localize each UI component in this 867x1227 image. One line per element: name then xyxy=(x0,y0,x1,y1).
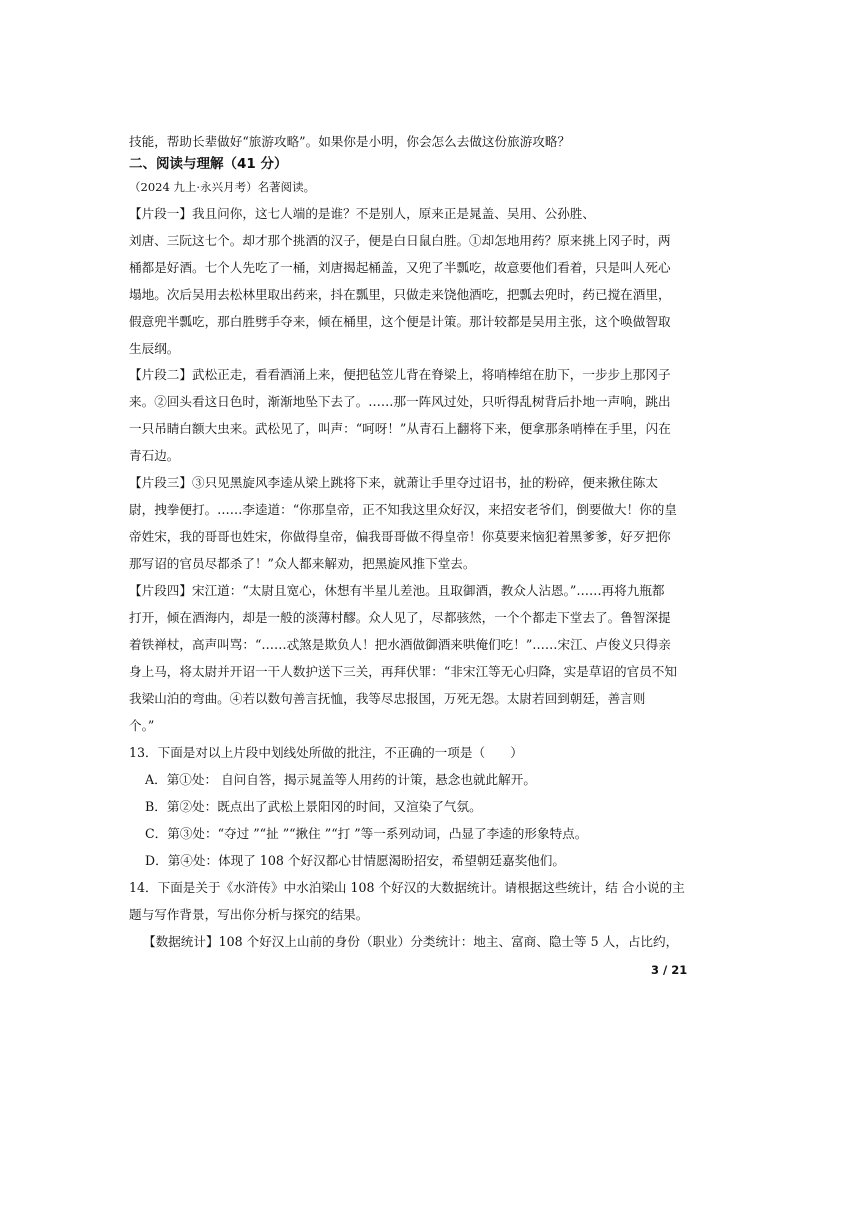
page-number: 3 / 21 xyxy=(651,963,688,977)
fragment-line: 刘唐、三阮这七个。却才那个挑酒的汉子，便是白日鼠白胜。①却怎地用药？原来挑上冈子时，两 xyxy=(129,233,671,248)
fragment-line: 一只吊睛白额大虫来。武松见了，叫声：“呵呀！”从青石上翻将下来，便拿那条哨棒在手里，闪在 xyxy=(129,421,671,436)
fragment-line: 生辰纲。 xyxy=(129,341,180,356)
fragment-line: 【片段三】③只见黑旋风李逵从梁上跳将下来，就萧让手里夺过诏书，扯的粉碎，便来揪住陈太 xyxy=(129,475,658,490)
fragment-line: 桶都是好酒。七个人先吃了一桶，刘唐揭起桶盖，又兜了半瓢吃，故意要他们看着，只是叫人死心 xyxy=(129,260,671,275)
fragment-line: 帝姓宋，我的哥哥也姓宋，你做得皇帝，偏我哥哥做不得皇帝！你莫要来恼犯着黑爹爹，好歹把你 xyxy=(129,529,671,544)
fragment-line: 那写诏的官员尽都杀了！”众人都来解劝，把黑旋风推下堂去。 xyxy=(129,556,476,571)
fragment-line: 假意兜半瓢吃，那白胜劈手夺来，倾在桶里，这个便是计策。那计较都是吴用主张，这个唤做智取 xyxy=(129,314,671,329)
fragment-line: 着铁禅杖，高声叫骂：“……忒煞是欺负人！把水酒做御酒来哄俺们吃！”……宋江、卢俊义只得亲 xyxy=(129,637,671,652)
fragment-line: 尉，拽拳便打。……李逵道：“你那皇帝，正不知我这里众好汉，来招安老爷们，倒要做大！你的皇 xyxy=(129,502,677,517)
fragment-line: 青石边。 xyxy=(129,448,180,463)
fragment-line: 塌地。次后吴用去松林里取出药来，抖在瓢里，只做走来饶他酒吃，把瓢去兜时，药已搅在酒里， xyxy=(129,287,671,302)
fragment-line: 【片段四】宋江道：“太尉且宽心，休想有半星儿差池。且取御酒，教众人沾恩。”……再将九瓶都 xyxy=(129,583,665,598)
question-14-stem-line: 题与写作背景，写出你分析与探究的结果。 xyxy=(129,907,369,922)
source-note: （2024 九上·永兴月考）名著阅读。 xyxy=(129,180,316,194)
fragment-line: 来。②回头看这日色时，渐渐地坠下去了。……那一阵风过处，只听得乱树背后扑地一声响，跳出 xyxy=(129,394,671,409)
fragment-line: 我梁山泊的弯曲。④若以数句善言抚恤，我等尽忠报国，万死无怨。太尉若回到朝廷，善言则 xyxy=(129,691,646,706)
fragment-line: 打开，倾在酒海内，却是一般的淡薄村醪。众人见了，尽都骇然，一个个都走下堂去了。鲁智深提 xyxy=(129,610,671,625)
fragment-line: 个。” xyxy=(129,718,155,733)
question-13-option-c: C．第③处：“夺过 ”“扯 ”“揪住 ”“打 ”等一系列动词，凸显了李逵的形象特点。 xyxy=(145,826,588,841)
fragment-line: 身上马，将太尉并开诏一干人数护送下三关，再拜伏罪：“非宋江等无心归降，实是草诏的官员不知 xyxy=(129,664,677,679)
fragment-line: 【片段二】武松正走，看看酒涌上来，便把毡笠儿背在脊梁上，将哨棒绾在肋下，一步步上那冈子 xyxy=(129,367,671,382)
intro-line: 技能，帮助长辈做好“旅游攻略”。如果你是小明，你会怎么去做这份旅游攻略？ xyxy=(129,134,571,149)
question-13-option-b: B．第②处：既点出了武松上景阳冈的时间，又渲染了气氛。 xyxy=(145,799,482,814)
question-13-stem: 13．下面是对以上片段中划线处所做的批注，不正确的一项是（ ） xyxy=(129,745,523,760)
question-14-data-line: 【数据统计】108 个好汉上山前的身份（职业）分类统计：地主、富商、隐士等 5 人，占比约， xyxy=(143,934,679,949)
section-heading: 二、阅读与理解（41 分） xyxy=(129,156,288,172)
question-13-option-a: A．第①处： 自问自答，揭示晁盖等人用药的计策，悬念也就此解开。 xyxy=(145,772,536,787)
question-14-stem-line: 14．下面是关于《水浒传》中水泊梁山 108 个好汉的大数据统计。请根据这些统计，结 合小说的主 xyxy=(129,880,685,895)
fragment-line: 【片段一】我且问你，这七人端的是谁？不是别人，原来正是晁盖、吴用、公孙胜、 xyxy=(129,206,595,221)
question-13-option-d: D．第④处：体现了 108 个好汉都心甘情愿渴盼招安，希望朝廷嘉奖他们。 xyxy=(145,853,565,868)
